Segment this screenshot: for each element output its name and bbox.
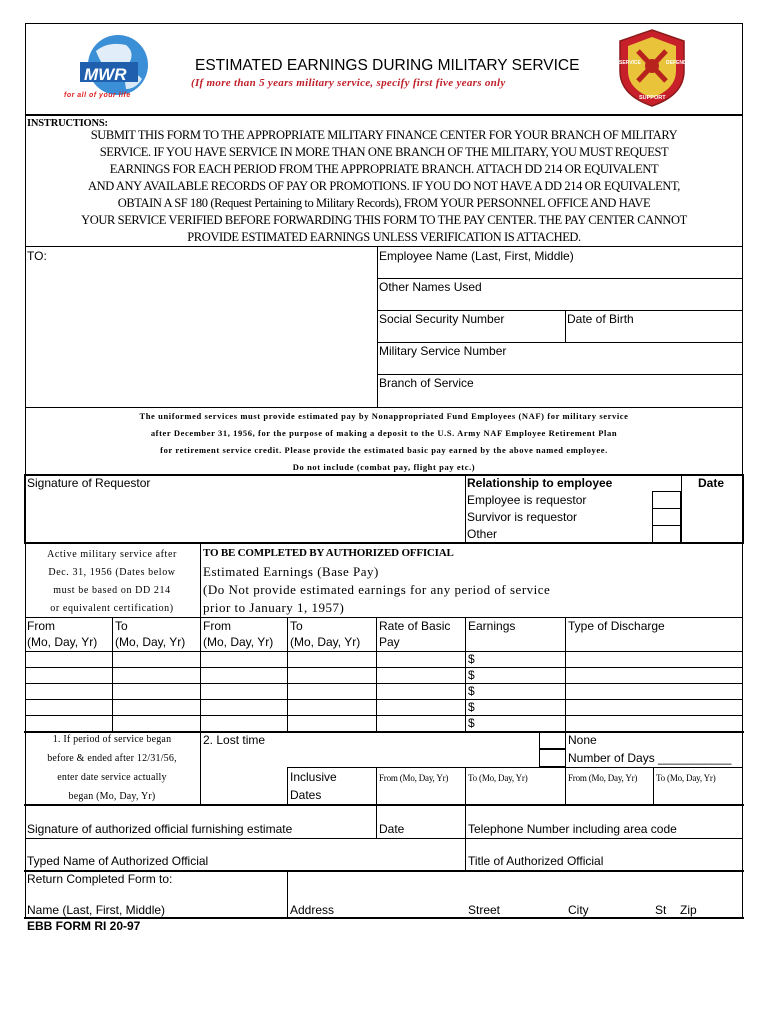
official-signature-field[interactable] (27, 806, 374, 821)
earnings-dollar: $ (468, 668, 475, 682)
branch-label: Branch of Service (379, 376, 474, 390)
military-service-number-field[interactable] (378, 359, 742, 373)
official-date-label: Date (379, 822, 405, 836)
active-service-line: Active military service after (47, 549, 177, 560)
relationship-option: Survivor is requestor (467, 510, 578, 524)
form-subtitle: (If more than 5 years military service, specify first five years only (191, 77, 506, 89)
employee-name-field[interactable] (378, 264, 742, 278)
crest-left-text: SERVICE (619, 60, 641, 66)
official-title-label: Title of Authorized Official (468, 854, 604, 868)
earnings-dollar: $ (468, 716, 475, 730)
instruction-line: OBTAIN A SF 180 (Request Pertaining to Military Records), FROM YOUR PERSONNEL OFFICE AND HAVE (117, 196, 651, 210)
return-heading: Return Completed Form to: (27, 872, 173, 886)
instruction-line: PROVIDE ESTIMATED EARNINGS UNLESS VERIFICATION IS ATTACHED. (187, 230, 581, 244)
form-id: EBB FORM RI 20-97 (27, 919, 141, 933)
lost-to-date-label: To (Mo, Day, Yr) (468, 773, 528, 783)
lost-from-date-label-2: From (Mo, Day, Yr) (568, 773, 638, 783)
relationship-option: Employee is requestor (467, 493, 587, 507)
ssn-field[interactable] (378, 327, 564, 341)
item1-line: enter date service actually (57, 772, 167, 783)
col-discharge-header: Type of Discharge (568, 619, 665, 633)
telephone-field[interactable] (467, 806, 741, 821)
col-est-to-header: To (290, 619, 303, 633)
branch-field[interactable] (378, 391, 742, 406)
item1-line: before & ended after 12/31/56, (47, 753, 177, 764)
relationship-label: Relationship to employee (467, 476, 613, 490)
return-address-label: Address (290, 903, 335, 917)
official-title-field[interactable] (467, 840, 741, 853)
earnings-dollar: $ (468, 652, 475, 666)
employee-name-label: Employee Name (Last, First, Middle) (379, 249, 574, 263)
col-est-from-format: (Mo, Day, Yr) (203, 635, 274, 649)
col-rate-header: Rate of Basic (379, 619, 451, 633)
mwr-logo-text: MWR (84, 65, 127, 84)
item1-line: began (Mo, Day, Yr) (68, 791, 156, 802)
official-date-field[interactable] (378, 806, 464, 821)
crest-right-text: DEFEND (666, 60, 687, 66)
official-line: prior to January 1, 1957) (203, 600, 345, 615)
official-line: Estimated Earnings (Base Pay) (203, 564, 379, 579)
inclusive-dates-label: Inclusive (290, 770, 337, 784)
ssn-label: Social Security Number (379, 312, 505, 326)
col-est-to-format: (Mo, Day, Yr) (290, 635, 361, 649)
dob-field[interactable] (566, 327, 742, 341)
instructions-heading: INSTRUCTIONS: (27, 118, 108, 129)
lost-time-days-label: Number of Days ___________ (568, 751, 732, 765)
to-address-field[interactable] (26, 264, 376, 406)
lost-time-days-checkbox[interactable] (539, 749, 566, 767)
survivor-requestor-checkbox[interactable] (652, 508, 681, 526)
requestor-date-field[interactable] (683, 492, 741, 542)
col-from-header: From (27, 619, 55, 633)
telephone-label: Telephone Number including area code (468, 822, 677, 836)
earnings-dollar: $ (468, 700, 475, 714)
official-line: (Do Not provide estimated earnings for any period of service (203, 582, 551, 597)
official-heading: TO BE COMPLETED BY AUTHORIZED OFFICIAL (203, 547, 454, 559)
instruction-line: EARNINGS FOR EACH PERIOD FROM THE APPROPRIATE BRANCH. ATTACH DD 214 OR EQUIVALENT (109, 162, 659, 176)
instruction-line: SUBMIT THIS FORM TO THE APPROPRIATE MILITARY FINANCE CENTER FOR YOUR BRANCH OF MILITARY (90, 128, 678, 142)
return-street-label: Street (468, 903, 501, 917)
return-city-label: City (568, 903, 589, 917)
col-from-format: (Mo, Day, Yr) (27, 635, 98, 649)
employee-requestor-checkbox[interactable] (652, 491, 681, 509)
other-names-label: Other Names Used (379, 280, 482, 294)
relationship-option: Other (467, 527, 498, 541)
return-name-field[interactable] (27, 887, 285, 902)
requestor-signature-label: Signature of Requestor (27, 476, 151, 490)
crest-bottom-text: SUPPORT (639, 95, 666, 101)
return-name-label: Name (Last, First, Middle) (27, 903, 166, 917)
requestor-signature-field[interactable] (27, 492, 463, 542)
item1-line: 1. If period of service began (52, 734, 172, 745)
active-service-line: Dec. 31, 1956 (Dates below (48, 567, 176, 578)
col-to-header: To (115, 619, 128, 633)
col-est-from-header: From (203, 619, 231, 633)
typed-name-field[interactable] (27, 840, 463, 853)
dob-label: Date of Birth (567, 312, 634, 326)
requestor-date-label: Date (698, 476, 725, 490)
lost-from-date-label: From (Mo, Day, Yr) (379, 773, 449, 783)
mwr-logo-arc-text: for all of your life (64, 92, 131, 99)
col-to-format: (Mo, Day, Yr) (115, 635, 186, 649)
lost-to-date-label-2: To (Mo, Day, Yr) (656, 773, 716, 783)
notice-line: Do not include (combat pay, flight pay etc.) (292, 462, 476, 472)
form-title: ESTIMATED EARNINGS DURING MILITARY SERVICE (195, 57, 580, 74)
col-rate-header-2: Pay (379, 635, 400, 649)
lost-time-none-checkbox[interactable] (539, 731, 566, 749)
earnings-dollar: $ (468, 684, 475, 698)
other-names-field[interactable] (378, 295, 742, 309)
return-state-label: St (655, 903, 667, 917)
return-address-field[interactable] (289, 872, 741, 902)
notice-line: The uniformed services must provide estimated pay by Nonappropriated Fund Employees (NAF) for military service (139, 411, 629, 421)
return-zip-label: Zip (680, 903, 697, 917)
lost-time-label: 2. Lost time (203, 733, 266, 747)
lost-time-none-label: None (568, 733, 597, 747)
col-earnings-header: Earnings (468, 619, 516, 633)
to-label: TO: (27, 249, 47, 263)
active-service-line: must be based on DD 214 (53, 585, 171, 596)
instruction-line: SERVICE. IF YOU HAVE SERVICE IN MORE THAN ONE BRANCH OF THE MILITARY, YOU MUST REQUEST (99, 145, 669, 159)
official-signature-label: Signature of authorized official furnishing estimate (27, 822, 293, 836)
notice-line: for retirement service credit. Please provide the estimated basic pay earned by the above named employee. (160, 445, 608, 455)
other-requestor-checkbox[interactable] (652, 525, 681, 543)
military-service-number-label: Military Service Number (379, 344, 507, 358)
instruction-line: AND ANY AVAILABLE RECORDS OF PAY OR PROMOTIONS. IF YOU DO NOT HAVE A DD 214 OR EQUIVALENT, (88, 179, 680, 193)
typed-name-label: Typed Name of Authorized Official (27, 854, 209, 868)
notice-line: after December 31, 1956, for the purpose of making a deposit to the U.S. Army NAF Employee Retirement Plan (150, 428, 618, 438)
inclusive-dates-label-2: Dates (290, 788, 322, 802)
instruction-line: YOUR SERVICE VERIFIED BEFORE FORWARDING THIS FORM TO THE PAY CENTER. THE PAY CENTER CANNOT (81, 213, 687, 227)
active-service-line: or equivalent certification) (50, 603, 174, 614)
